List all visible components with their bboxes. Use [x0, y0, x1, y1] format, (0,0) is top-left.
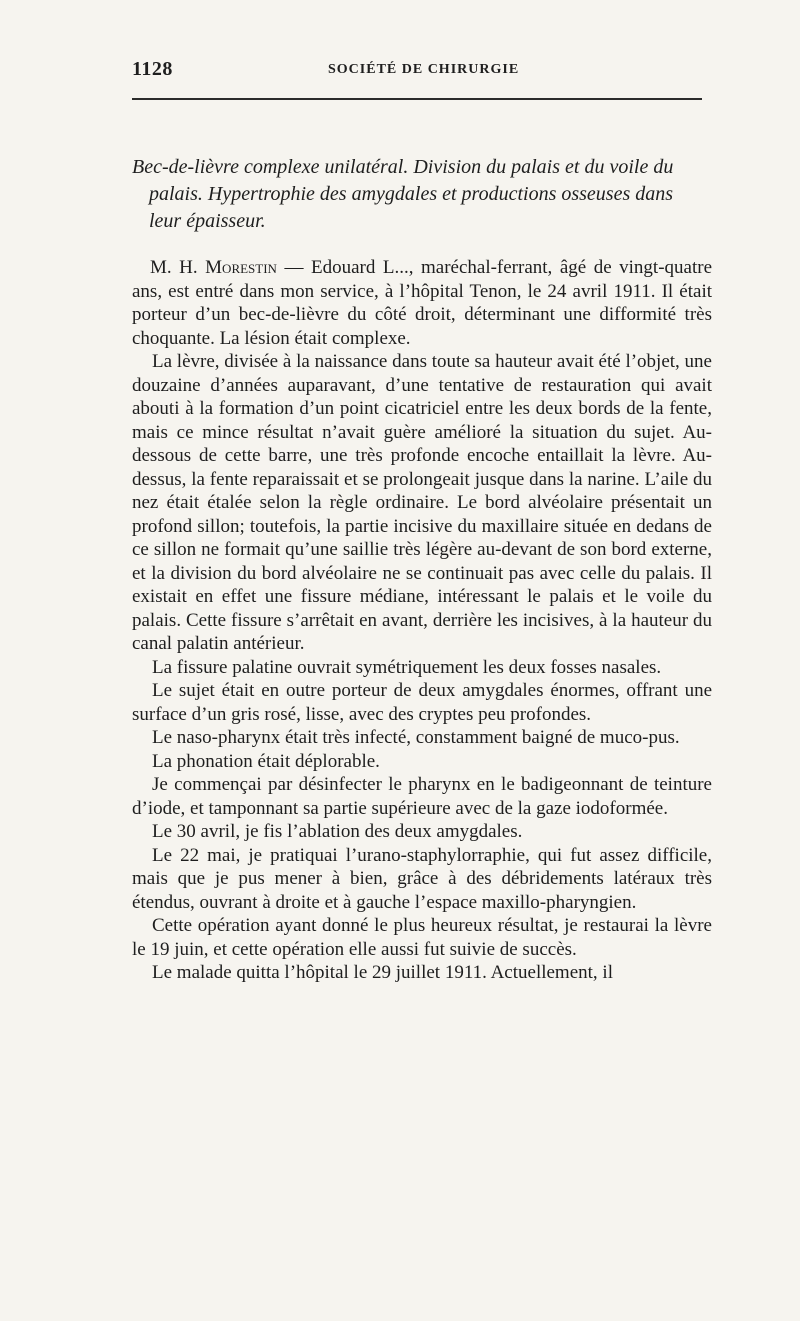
paragraph-lip-restoration: Cette opération ayant donné le plus heureux résultat, je restaurai la lèvre le 19 juin, et cette opération elle aussi fut suivie de succès.: [132, 915, 712, 960]
paragraph-palatal-fissure: La fissure palatine ouvrait symétriquement les deux fosses nasales.: [152, 656, 662, 678]
author-name: Morestin: [205, 257, 277, 278]
paragraph-discharge: Le malade quitta l’hôpital le 29 juillet 1911. Actuellement, il: [152, 962, 613, 983]
paragraph-uranostaphylorrhaphy: Le 22 mai, je pratiquai l’urano-staphylorraphie, qui fut assez difficile, mais que je pus mener à bien, grâce à des débridements latéraux très étendus, ouvrant à droite et à gauche l’espace maxillo-pharyngien.: [132, 844, 712, 913]
page-number: 1128: [132, 58, 173, 80]
intro-text: — Edouard L..., maréchal-ferrant, âgé de vingt-quatre ans, est entré dans mon service, à l’hôpital Tenon, le 24 avril 1911. Il était porteur d’un bec-de-lièvre du côté droit, déterminant une difformité très choquante. La lésion était complexe.: [132, 257, 713, 349]
paragraph-lip-description: La lèvre, divisée à la naissance dans toute sa hauteur avait été l’objet, une douzaine d’années auparavant, d’une tentative de restauration qui avait abouti à la formation d’un point cicatriciel entre les deux bords de la fente, mais ce mince résultat n’avait guère amélioré la situation du sujet. Au-dessous de cette barre, une très profonde encoche entaillait la lèvre. Au-dessus, la fente reparaissait et se prolongeait jusque dans la narine. L’aile du nez était étalée selon la règle ordinaire. Le bord alvéolaire présentait un profond sillon; toutefois, la partie incisive du maxillaire située en dedans de ce sillon ne formait qu’une saillie très légère au-devant de son bord externe, et la division du bord alvéolaire ne se continuait pas avec celle du palais. Il existait en effet une fissure médiane, intéressant le palais et le voile du palais. Cette fissure s’arrêtait en avant, derrière les incisives, à la hauteur du canal palatin antérieur.: [132, 351, 712, 654]
article-title: [132, 154, 712, 235]
running-head: SOCIÉTÉ DE CHIRURGIE: [328, 62, 520, 77]
article-title-line-1: Bec-de-lièvre complexe unilatéral. Division du palais et du voile du: [132, 156, 674, 178]
paragraph-tonsils: Le sujet était en outre porteur de deux amygdales énormes, offrant une surface d’un gris rosé, lisse, avec des cryptes peu profondes.: [132, 680, 712, 725]
article-body: [132, 256, 712, 985]
paragraph-phonation: La phonation était déplorable.: [152, 750, 380, 772]
page-header: [132, 58, 702, 100]
paragraph-nasopharynx: Le naso-pharynx était très infecté, constamment baigné de muco-pus.: [152, 727, 680, 748]
intro-paragraph: [132, 256, 712, 350]
paragraph-disinfection: Je commençai par désinfecter le pharynx en le badigeonnant de teinture d’iode, et tamponnant sa partie supérieure avec de la gaze iodoformée.: [132, 774, 712, 819]
article-title-line-3: leur épaisseur.: [149, 210, 266, 232]
article-title-line-2: palais. Hypertrophie des amygdales et productions osseuses dans: [149, 183, 674, 205]
paragraph-tonsillectomy: Le 30 avril, je fis l’ablation des deux amygdales.: [152, 821, 523, 842]
author-prefix: M. H.: [150, 257, 198, 278]
